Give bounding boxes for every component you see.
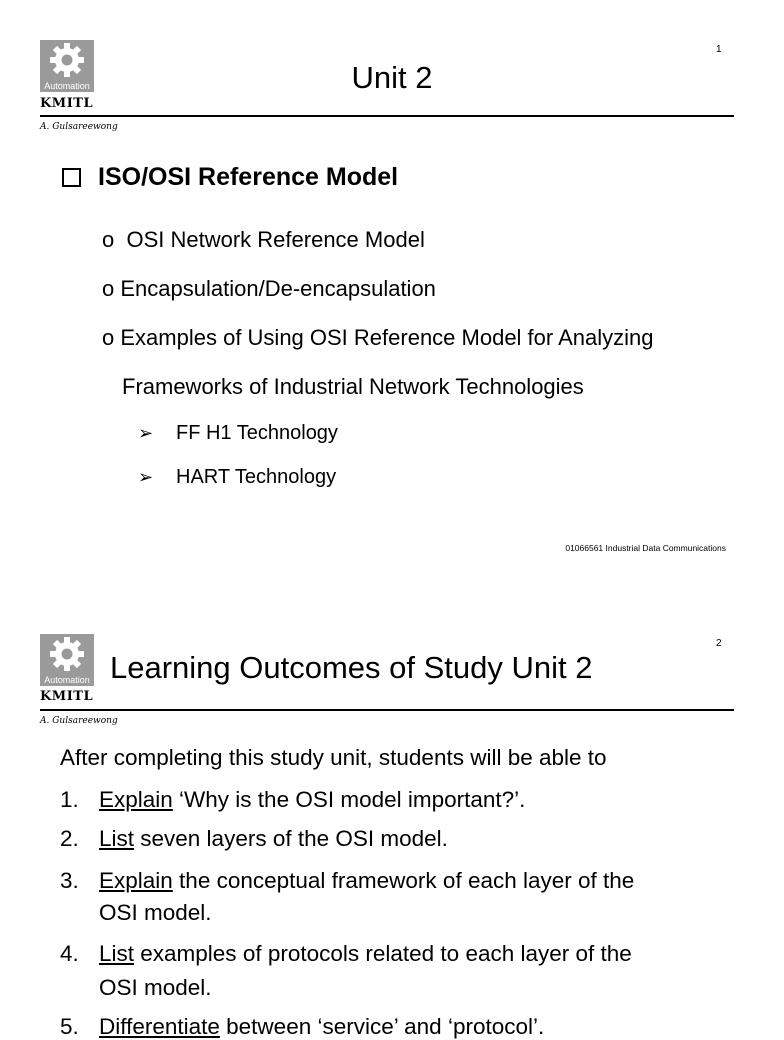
list-item: [102, 325, 654, 351]
header-divider: [40, 709, 734, 711]
list-item-text: seven layers of the OSI model.: [134, 826, 448, 851]
list-item-text: Encapsulation/De-encapsulation: [120, 276, 436, 301]
list-item-text: FF H1 Technology: [176, 422, 338, 444]
list-item: [60, 941, 632, 967]
action-verb: Differentiate: [99, 1014, 220, 1039]
list-item-text: ‘Why is the OSI model important?’.: [172, 787, 526, 812]
course-footer: 01066561 Industrial Data Communications: [565, 543, 726, 553]
list-item-text: the conceptual framework of each layer of the: [172, 868, 635, 893]
circle-bullet-icon: o: [102, 325, 115, 350]
page-title: Learning Outcomes of Study Unit 2: [110, 650, 593, 685]
automation-logo: [40, 634, 94, 686]
circle-bullet-icon: o: [102, 227, 115, 252]
section-heading-text: ISO/OSI Reference Model: [98, 163, 399, 191]
list-item: [60, 868, 634, 894]
institution-name: KMITL: [40, 96, 94, 111]
logo-caption: Automation: [44, 675, 90, 685]
header-divider: [40, 115, 734, 117]
list-item-text: between ‘service’ and ‘protocol’.: [219, 1014, 545, 1039]
page-title: Unit 2: [351, 60, 433, 95]
action-verb: List: [99, 826, 135, 851]
checkbox-bullet-icon: [62, 168, 81, 187]
intro-text: After completing this study unit, students will be able to: [60, 745, 607, 770]
action-verb: Explain: [99, 787, 173, 812]
list-item: [60, 826, 448, 852]
list-item-text: OSI Network Reference Model: [126, 227, 425, 252]
list-number: 3.: [60, 868, 79, 893]
arrow-bullet-icon: ➢: [138, 423, 154, 443]
list-item-continuation: Frameworks of Industrial Network Technologies: [122, 374, 584, 399]
list-item: [60, 787, 525, 813]
list-item: [102, 276, 436, 302]
list-number: 2.: [60, 826, 79, 851]
action-verb: List: [99, 941, 135, 966]
page-number: 2: [716, 638, 722, 649]
list-item-continuation: OSI model.: [99, 975, 212, 1000]
list-number: 1.: [60, 787, 79, 812]
list-number: 4.: [60, 941, 79, 966]
list-item: [60, 1014, 544, 1040]
circle-bullet-icon: o: [102, 276, 115, 301]
author-signature: A. Gulsareewong: [40, 716, 118, 726]
section-heading: [62, 163, 398, 192]
list-item-continuation: OSI model.: [99, 900, 212, 925]
institution-name: KMITL: [40, 689, 94, 704]
list-item-text: examples of protocols related to each layer of the: [134, 941, 632, 966]
list-item-text: Examples of Using OSI Reference Model for Analyzing: [120, 325, 654, 350]
slide-2: [0, 595, 768, 1039]
list-number: 5.: [60, 1014, 79, 1039]
list-item: [138, 466, 336, 489]
list-item: [102, 227, 425, 253]
gear-icon: [49, 636, 85, 672]
arrow-bullet-icon: ➢: [138, 467, 154, 487]
page-number: 1: [716, 44, 722, 55]
author-signature: A. Gulsareewong: [40, 122, 118, 132]
list-item-text: HART Technology: [176, 466, 337, 488]
logo-caption: Automation: [44, 81, 90, 91]
list-item: [138, 422, 338, 445]
action-verb: Explain: [99, 868, 173, 893]
